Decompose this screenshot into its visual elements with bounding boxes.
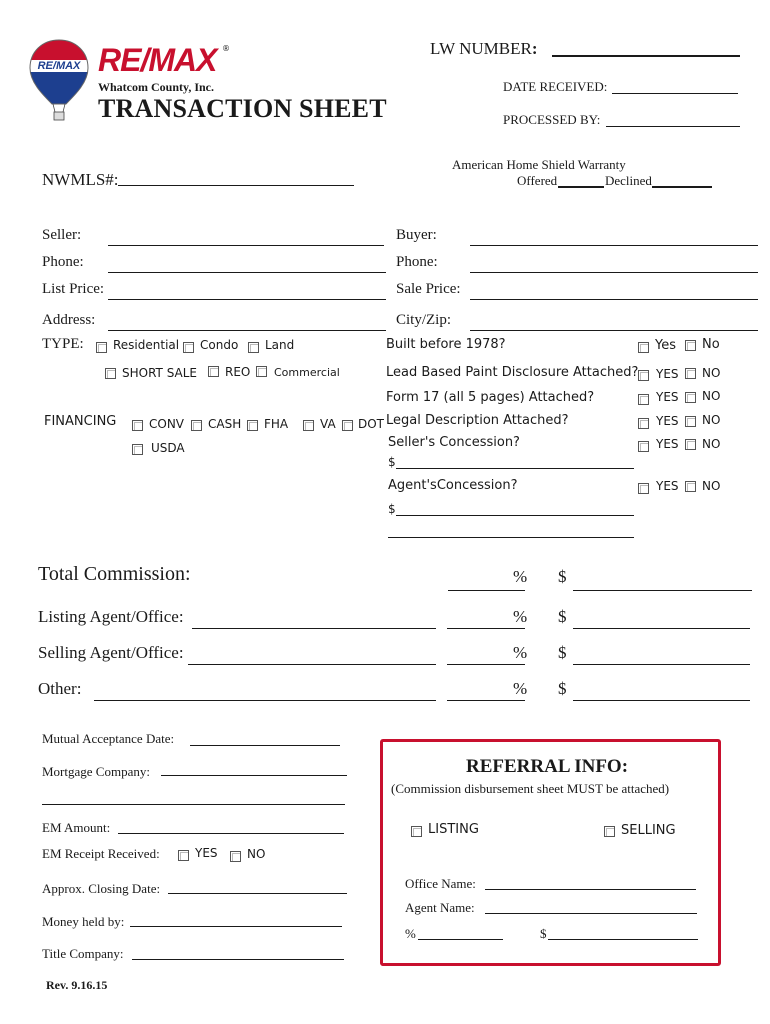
referral-selling-label: SELLING <box>621 823 676 838</box>
short-sale-label: SHORT SALE <box>122 366 198 380</box>
seller-phone-field[interactable] <box>108 272 386 273</box>
legal-desc-no-checkbox[interactable] <box>685 416 696 427</box>
selling-agent-field[interactable] <box>188 664 436 665</box>
form17-no-label: NO <box>702 389 721 403</box>
list-price-label: List Price: <box>42 281 105 297</box>
form17-label: Form 17 (all 5 pages) Attached? <box>386 390 595 405</box>
city-zip-field[interactable] <box>470 330 758 331</box>
total-commission-percent-field[interactable] <box>448 590 525 591</box>
agents-concession-extra-field[interactable] <box>388 537 634 538</box>
buyer-field[interactable] <box>470 245 758 246</box>
residential-checkbox[interactable] <box>96 342 107 353</box>
mortgage-company-label: Mortgage Company: <box>42 764 150 779</box>
em-receipt-yes-checkbox[interactable] <box>178 850 189 861</box>
built-before-yes-checkbox[interactable] <box>638 342 649 353</box>
form17-no-checkbox[interactable] <box>685 392 696 403</box>
listing-amount-field[interactable] <box>573 628 750 629</box>
agents-concession-no-label: NO <box>702 479 721 493</box>
reo-label: REO <box>225 365 251 379</box>
referral-agent-name-label: Agent Name: <box>405 900 475 915</box>
seller-phone-label: Phone: <box>42 254 84 270</box>
closing-date-label: Approx. Closing Date: <box>42 881 161 896</box>
seller-field[interactable] <box>108 245 384 246</box>
financing-label: FINANCING <box>44 414 117 429</box>
referral-amount-field[interactable] <box>548 939 698 940</box>
nwmls-label: NWMLS#: <box>42 170 119 189</box>
title-company-label: Title Company: <box>42 946 124 961</box>
registered-mark: ® <box>222 44 230 53</box>
total-commission-percent-sign: % <box>513 567 528 586</box>
mutual-acceptance-field[interactable] <box>190 745 340 746</box>
other-dollar-sign: $ <box>558 679 567 698</box>
listing-agent-label: Listing Agent/Office: <box>38 607 184 626</box>
selling-agent-label: Selling Agent/Office: <box>38 643 184 662</box>
processed-by-field[interactable] <box>606 126 740 127</box>
selling-dollar-sign: $ <box>558 643 567 662</box>
money-held-field[interactable] <box>130 926 342 927</box>
other-amount-field[interactable] <box>573 700 750 701</box>
condo-checkbox[interactable] <box>183 342 194 353</box>
fha-label: FHA <box>264 417 289 431</box>
lead-paint-no-checkbox[interactable] <box>685 368 696 379</box>
lw-number-label: LW NUMBER: <box>430 39 538 58</box>
address-label: Address: <box>42 312 96 328</box>
mutual-acceptance-label: Mutual Acceptance Date: <box>42 731 175 746</box>
processed-by-label: PROCESSED BY: <box>503 112 601 127</box>
nwmls-field[interactable] <box>118 185 354 186</box>
date-received-field[interactable] <box>612 93 738 94</box>
lead-paint-no-label: NO <box>702 366 721 380</box>
list-price-field[interactable] <box>108 299 386 300</box>
warranty-declined-label: Declined <box>605 173 652 188</box>
balloon-label: RE/MAX <box>37 60 81 72</box>
agents-concession-label: Agent'sConcession? <box>388 478 518 493</box>
selling-percent-sign: % <box>513 643 528 662</box>
sellers-concession-yes-checkbox[interactable] <box>638 441 649 452</box>
form17-yes-checkbox[interactable] <box>638 394 649 405</box>
va-label: VA <box>320 417 336 431</box>
usda-label: USDA <box>151 441 185 455</box>
sellers-concession-no-checkbox[interactable] <box>685 439 696 450</box>
built-before-no-label: No <box>702 337 720 352</box>
sale-price-field[interactable] <box>470 299 758 300</box>
referral-dollar-sign: $ <box>540 926 547 941</box>
legal-desc-yes-label: YES <box>656 414 679 428</box>
mortgage-company-field-2[interactable] <box>42 804 345 805</box>
sellers-concession-no-label: NO <box>702 437 721 451</box>
form17-yes-label: YES <box>656 390 679 404</box>
referral-office-name-label: Office Name: <box>405 876 476 891</box>
listing-dollar-sign: $ <box>558 607 567 626</box>
other-field[interactable] <box>94 700 436 701</box>
buyer-phone-label: Phone: <box>396 254 438 270</box>
built-before-no-checkbox[interactable] <box>685 340 696 351</box>
em-receipt-label: EM Receipt Received: <box>42 846 160 861</box>
warranty-offered-label: Offered <box>517 173 558 188</box>
legal-desc-label: Legal Description Attached? <box>386 413 569 428</box>
referral-agent-name-field[interactable] <box>485 913 697 914</box>
buyer-label: Buyer: <box>396 227 437 243</box>
commercial-label: Commercial <box>274 366 340 379</box>
warranty-declined-field[interactable] <box>652 186 712 188</box>
title-company-field[interactable] <box>132 959 344 960</box>
agents-concession-yes-label: YES <box>656 479 679 493</box>
dot-label: DOT <box>358 417 385 431</box>
conv-label: CONV <box>149 417 185 431</box>
agents-concession-amount-field[interactable] <box>396 515 634 516</box>
selling-percent-field[interactable] <box>447 664 525 665</box>
cash-checkbox[interactable] <box>191 420 202 431</box>
dot-checkbox[interactable] <box>342 420 353 431</box>
lead-paint-label: Lead Based Paint Disclosure Attached? <box>386 365 639 380</box>
warranty-title: American Home Shield Warranty <box>452 157 626 172</box>
mortgage-company-field[interactable] <box>161 775 347 776</box>
built-before-label: Built before 1978? <box>386 337 506 352</box>
reo-checkbox[interactable] <box>208 366 219 377</box>
sellers-concession-amount-field[interactable] <box>396 468 634 469</box>
seller-label: Seller: <box>42 227 82 243</box>
page-title: TRANSACTION SHEET <box>98 94 387 123</box>
other-percent-field[interactable] <box>447 700 525 701</box>
agents-concession-yes-checkbox[interactable] <box>638 483 649 494</box>
remax-balloon-logo <box>28 38 90 122</box>
buyer-phone-field[interactable] <box>470 272 758 273</box>
lead-paint-yes-checkbox[interactable] <box>638 370 649 381</box>
selling-amount-field[interactable] <box>573 664 750 665</box>
cash-label: CASH <box>208 417 242 431</box>
address-field[interactable] <box>108 330 386 331</box>
em-receipt-no-checkbox[interactable] <box>230 851 241 862</box>
agents-concession-dollar: $ <box>388 502 396 516</box>
sellers-concession-dollar: $ <box>388 455 396 469</box>
commercial-checkbox[interactable] <box>256 366 267 377</box>
total-commission-label: Total Commission: <box>38 563 191 585</box>
conv-checkbox[interactable] <box>132 420 143 431</box>
closing-date-field[interactable] <box>168 893 347 894</box>
total-commission-dollar-sign: $ <box>558 567 567 586</box>
built-before-yes-label: Yes <box>655 338 676 353</box>
em-receipt-yes-label: YES <box>195 846 218 860</box>
referral-selling-checkbox[interactable] <box>604 826 615 837</box>
listing-percent-field[interactable] <box>447 628 525 629</box>
listing-agent-field[interactable] <box>192 628 436 629</box>
fha-checkbox[interactable] <box>247 420 258 431</box>
other-label: Other: <box>38 679 82 698</box>
em-receipt-no-label: NO <box>247 847 266 861</box>
other-percent-sign: % <box>513 679 528 698</box>
sale-price-label: Sale Price: <box>396 281 461 297</box>
legal-desc-no-label: NO <box>702 413 721 427</box>
legal-desc-yes-checkbox[interactable] <box>638 418 649 429</box>
agents-concession-no-checkbox[interactable] <box>685 481 696 492</box>
total-commission-amount-field[interactable] <box>573 590 752 591</box>
referral-office-name-field[interactable] <box>485 889 696 890</box>
referral-listing-label: LISTING <box>428 822 479 837</box>
condo-label: Condo <box>200 338 239 352</box>
lw-number-field[interactable] <box>552 55 740 57</box>
em-amount-field[interactable] <box>118 833 344 834</box>
referral-note: (Commission disbursement sheet MUST be attached) <box>391 781 670 796</box>
type-label: TYPE: <box>42 336 84 352</box>
referral-percent-sign: % <box>405 926 416 941</box>
money-held-label: Money held by: <box>42 914 125 929</box>
referral-title: REFERRAL INFO: <box>466 756 629 777</box>
usda-checkbox[interactable] <box>132 444 143 455</box>
lead-paint-yes-label: YES <box>656 367 679 381</box>
land-label: Land <box>265 338 295 352</box>
referral-percent-field[interactable] <box>418 939 503 940</box>
date-received-label: DATE RECEIVED: <box>503 79 608 94</box>
residential-label: Residential <box>113 338 180 352</box>
va-checkbox[interactable] <box>303 420 314 431</box>
brand-wordmark: RE/MAX <box>98 42 217 78</box>
referral-listing-checkbox[interactable] <box>411 826 422 837</box>
em-amount-label: EM Amount: <box>42 820 111 835</box>
sellers-concession-label: Seller's Concession? <box>388 435 520 450</box>
warranty-offered-field[interactable] <box>558 186 604 188</box>
listing-percent-sign: % <box>513 607 528 626</box>
revision-label: Rev. 9.16.15 <box>46 978 108 992</box>
sellers-concession-yes-label: YES <box>656 437 679 451</box>
city-zip-label: City/Zip: <box>396 312 452 328</box>
land-checkbox[interactable] <box>248 342 259 353</box>
short-sale-checkbox[interactable] <box>105 368 116 379</box>
office-name: Whatcom County, Inc. <box>98 80 215 94</box>
